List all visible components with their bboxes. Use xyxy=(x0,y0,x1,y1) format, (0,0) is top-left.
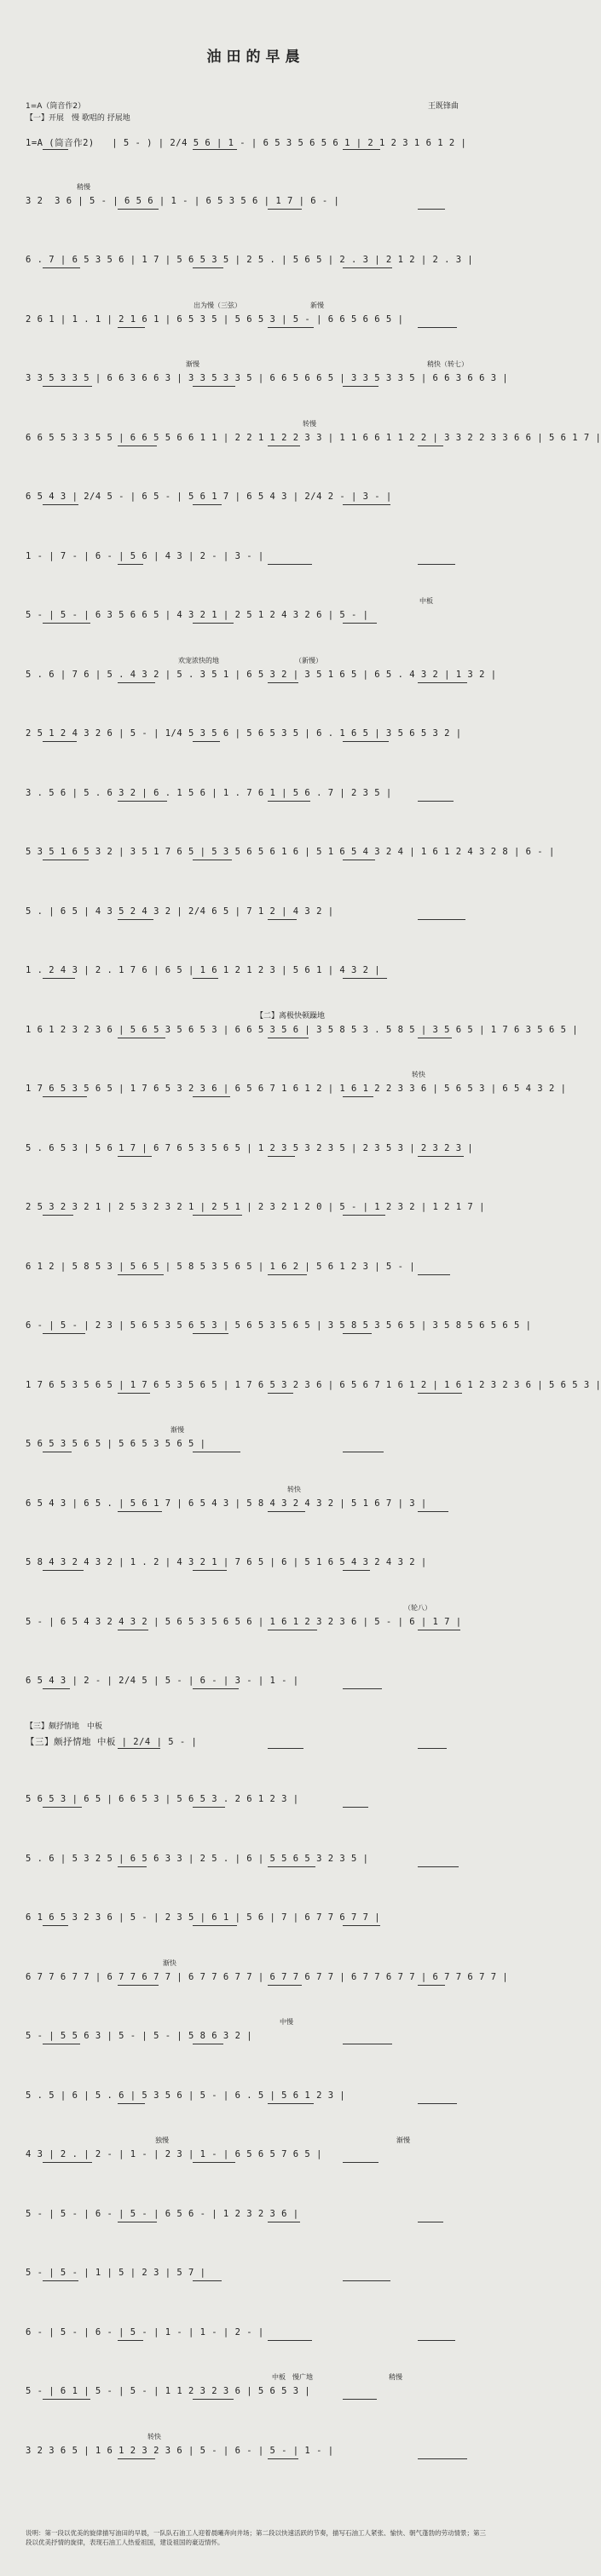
score-row xyxy=(26,1547,490,1581)
score-row xyxy=(26,659,497,693)
notation-line: 5 - | 6 1 | 5 - | 5 - | 1 1 2 3 2 3 6 | 5 6 5 3 | xyxy=(26,2386,311,2396)
score-row xyxy=(26,481,490,515)
tempo-mark: 稍快（转七） xyxy=(427,360,468,368)
beam-line xyxy=(343,2399,377,2400)
beam-line xyxy=(43,149,68,150)
tempo-mark: 新慢 xyxy=(310,301,324,309)
beam-line xyxy=(268,919,297,920)
beam-line xyxy=(343,978,387,979)
notation-line: 5 - | 5 - | 6 - | 5 - | 6 5 6 - | 1 2 3 2 3 6 | xyxy=(26,2208,299,2219)
score-row xyxy=(26,778,490,812)
beam-line xyxy=(193,2280,222,2281)
score-row xyxy=(26,1902,490,1936)
beam-line xyxy=(118,801,167,802)
beam-line xyxy=(118,327,145,328)
beam-line xyxy=(43,1688,70,1689)
beam-line xyxy=(418,2340,455,2341)
beam-line xyxy=(418,1393,462,1394)
beam-line xyxy=(268,801,310,802)
beam-line xyxy=(43,504,78,505)
beam-line xyxy=(343,2280,390,2281)
beam-line xyxy=(43,1215,73,1216)
notation-line: 6 7 7 6 7 7 | 6 7 7 6 7 7 | 6 7 7 6 7 7 | 6 7 7 6 7 7 | 6 7 7 6 7 7 | 6 7 7 6 7 7 | xyxy=(26,1971,509,1982)
beam-line xyxy=(118,919,153,920)
beam-line xyxy=(343,504,390,505)
tempo-mark: （轮八） xyxy=(404,1603,431,1612)
score-row xyxy=(26,1784,490,1818)
notation-line: 6 . 7 | 6 5 3 5 6 | 1 7 | 5 6 5 3 5 | 2 5 . | 5 6 5 | 2 . 3 | 2 1 2 | 2 . 3 | xyxy=(26,255,474,265)
score-row xyxy=(26,363,509,397)
beam-line xyxy=(193,978,218,979)
key-signature: 1=A（筒音作2） xyxy=(26,102,86,111)
beam-line xyxy=(343,149,380,150)
beam-line xyxy=(268,209,302,210)
beam-line xyxy=(418,327,457,328)
beam-line xyxy=(43,2162,92,2163)
notation-line: 3 2 3 6 | 5 - | 6 5 6 | 1 - | 6 5 3 5 6 | 1 7 | 6 - | xyxy=(26,195,340,206)
score-row xyxy=(26,896,490,930)
score-row xyxy=(26,244,490,279)
tempo-mark: 中板 xyxy=(419,597,433,605)
section-2-heading: 【二】离极快顿躁地 xyxy=(256,1011,326,1021)
beam-line xyxy=(118,2103,145,2104)
beam-line xyxy=(268,2340,312,2341)
beam-line xyxy=(43,2280,78,2281)
tempo-mark: 稍慢 xyxy=(77,182,90,191)
tempo-mark: 转慢 xyxy=(303,419,316,428)
score-row xyxy=(26,126,490,160)
tempo-mark: 中慢 xyxy=(280,2018,293,2026)
score-row xyxy=(26,1251,490,1285)
beam-line xyxy=(343,1925,380,1926)
beam-line xyxy=(418,801,454,802)
notation-line: 2 5 3 2 3 2 1 | 2 5 3 2 3 2 1 | 2 5 1 | 2 3 2 1 2 0 | 5 - | 1 2 3 2 | 1 2 1 7 | xyxy=(26,1202,485,1212)
notation-line: 5 . 6 | 7 6 | 5 . 4 3 2 | 5 . 3 5 1 | 6 5 3 2 | 3 5 1 6 5 | 6 5 . 4 3 2 | 1 3 2 | xyxy=(26,669,497,680)
score-row xyxy=(26,304,490,338)
beam-line xyxy=(268,1985,302,1986)
notation-line: 5 . 6 | 5 3 2 5 | 6 5 6 3 3 | 2 5 . | 6 | 5 5 6 5 3 2 3 5 | xyxy=(26,1853,369,1864)
beam-line xyxy=(343,1333,372,1334)
tempo-mark: 渐慢 xyxy=(170,1426,184,1434)
section-1-heading: 【一】开展 慢 歌唱的 抒展地 xyxy=(26,114,130,123)
beam-line xyxy=(43,1333,85,1334)
beam-line xyxy=(268,1393,293,1394)
beam-line xyxy=(343,623,377,624)
beam-line xyxy=(343,2162,379,2163)
beam-line xyxy=(43,623,90,624)
tempo-mark: （新慢） xyxy=(295,656,322,664)
beam-line xyxy=(418,1156,464,1157)
beam-line xyxy=(418,209,445,210)
beam-line xyxy=(193,1807,225,1808)
notation-line: 1 . 2 4 3 | 2 . 1 7 6 | 6 5 | 1 6 1 2 1 2 3 | 5 6 1 | 4 3 2 | xyxy=(26,965,381,975)
score-row xyxy=(26,2376,490,2410)
beam-line xyxy=(43,741,77,742)
score-row xyxy=(26,955,490,989)
beam-line xyxy=(118,1393,150,1394)
tempo-mark: 转快 xyxy=(287,1485,301,1493)
beam-line xyxy=(193,267,223,268)
beam-line xyxy=(43,1807,82,1808)
notation-line: 3 . 5 6 | 5 . 6 3 2 | 6 . 1 5 6 | 1 . 7 6 1 | 5 6 . 7 | 2 3 5 | xyxy=(26,787,392,798)
beam-line xyxy=(118,564,143,565)
beam-line xyxy=(418,1274,450,1275)
beam-line xyxy=(193,1333,228,1334)
score-row xyxy=(26,2139,490,2173)
score-row xyxy=(26,2317,490,2351)
tempo-mark: 独慢 xyxy=(155,2136,169,2144)
score-row xyxy=(26,541,490,575)
score-row xyxy=(26,2080,490,2114)
score-row xyxy=(26,1133,490,1167)
notation-line: 4 3 | 2 . | 2 - | 1 - | 2 3 | 1 - | 6 5 6 5 7 6 5 | xyxy=(26,2149,322,2159)
score-row xyxy=(26,1665,490,1699)
tempo-mark: 渐慢 xyxy=(186,360,199,368)
beam-line xyxy=(418,2103,457,2104)
notation-line: 6 5 4 3 | 2/4 5 - | 6 5 - | 5 6 1 7 | 6 5 4 3 | 2/4 2 - | 3 - | xyxy=(26,492,392,502)
beam-line xyxy=(193,149,237,150)
beam-line xyxy=(418,1985,445,1986)
beam-line xyxy=(118,1274,164,1275)
notation-line: 5 . 5 | 6 | 5 . 6 | 5 3 5 6 | 5 - | 6 . 5 | 5 6 1 2 3 | xyxy=(26,2090,346,2101)
notation-line: 6 5 4 3 | 6 5 . | 5 6 1 7 | 6 5 4 3 | 5 8 4 3 2 4 3 2 | 5 1 6 7 | 3 | xyxy=(26,1498,427,1509)
notation-line: 5 . | 6 5 | 4 3 5 2 4 3 2 | 2/4 6 5 | 7 1 2 | 4 3 2 | xyxy=(26,906,334,917)
notation-line: 1=A (筒音作2) | 5 - ) | 2/4 5 6 | 1 - | 6 5 3 5 6 5 6 1 | 2 1 2 3 1 6 1 2 | xyxy=(26,138,467,148)
notation-line: 6 - | 5 - | 6 - | 5 - | 1 - | 1 - | 2 - | xyxy=(26,2326,264,2337)
beam-line xyxy=(343,386,379,387)
score-row xyxy=(26,2435,490,2470)
beam-line xyxy=(43,386,92,387)
beam-line xyxy=(268,1866,315,1867)
beam-line xyxy=(268,2458,298,2459)
beam-line xyxy=(43,1925,68,1926)
score-row xyxy=(26,1843,490,1877)
beam-line xyxy=(118,1866,147,1867)
tempo-mark: 稍慢 xyxy=(389,2373,402,2381)
beam-line xyxy=(268,1274,307,1275)
score-row xyxy=(26,1488,490,1522)
beam-line xyxy=(418,2458,467,2459)
beam-line xyxy=(118,2458,155,2459)
beam-line xyxy=(193,623,234,624)
beam-line xyxy=(193,741,220,742)
score-row xyxy=(26,1370,601,1404)
score-row xyxy=(26,837,555,871)
beam-line xyxy=(43,2399,90,2400)
beam-line xyxy=(343,267,392,268)
beam-line xyxy=(343,1688,382,1689)
beam-line xyxy=(343,741,389,742)
notation-line: 6 1 6 5 3 2 3 6 | 5 - | 2 3 5 | 6 1 | 5 6 | 7 | 6 7 7 6 7 7 | xyxy=(26,1912,381,1923)
beam-line xyxy=(343,1570,370,1571)
beam-line xyxy=(268,1511,305,1512)
tempo-mark: 中板 慢广地 xyxy=(272,2373,313,2381)
score-footnote: 说明：第一段以优美的旋律描写油田的早晨，一队队石油工人迎着晨曦奔向井场；第二段以快速活跃的节奏，描写石油工人紧张、愉快、朝气蓬勃的劳动情景；第三段以优美抒情的旋律，表现石油工人热爱祖国，建设祖国的豪迈情怀。 xyxy=(26,2529,486,2546)
beam-line xyxy=(118,1511,162,1512)
notation-line: 1 7 6 5 3 5 6 5 | 1 7 6 5 3 2 3 6 | 6 5 6 7 1 6 1 2 | 1 6 1 2 2 3 3 6 | 5 6 5 3 | 6 5 4 3 2 | xyxy=(26,1084,567,1094)
beam-line xyxy=(118,209,159,210)
notation-line: 5 6 5 3 5 6 5 | 5 6 5 3 5 6 5 | xyxy=(26,1439,206,1449)
score-row xyxy=(26,186,490,220)
tempo-mark: 转快 xyxy=(147,2432,161,2441)
beam-line xyxy=(418,1748,447,1749)
beam-line xyxy=(118,1985,159,1986)
beam-line xyxy=(268,682,298,683)
score-row xyxy=(26,2199,490,2233)
beam-line xyxy=(193,1925,237,1926)
beam-line xyxy=(268,2103,314,2104)
notation-line: 1 - | 7 - | 6 - | 5 6 | 4 3 | 2 - | 3 - | xyxy=(26,550,264,561)
section-3-heading: 【三】颇抒情地 中板 xyxy=(26,1722,103,1731)
notation-line: 5 - | 6 5 4 3 2 4 3 2 | 5 6 5 3 5 6 5 6 | 1 6 1 2 3 2 3 6 | 5 - | 6 | 1 7 | xyxy=(26,1616,462,1627)
beam-line xyxy=(343,1096,373,1097)
score-row xyxy=(26,718,490,752)
notation-line: 5 8 4 3 2 4 3 2 | 1 . 2 | 4 3 2 1 | 7 6 5 | 6 | 5 1 6 5 4 3 2 4 3 2 | xyxy=(26,1557,427,1567)
notation-line: 2 6 1 | 1 . 1 | 2 1 6 1 | 6 5 3 5 | 5 6 5 3 | 5 - | 6 6 5 6 6 5 | xyxy=(26,313,404,325)
beam-line xyxy=(268,327,314,328)
notation-line: 5 . 6 5 3 | 5 6 1 7 | 6 7 6 5 3 5 6 5 | 1 2 3 5 3 2 3 5 | 2 3 5 3 | 2 3 2 3 | xyxy=(26,1142,474,1153)
beam-line xyxy=(193,1688,239,1689)
beam-line xyxy=(118,2340,143,2341)
tempo-mark: 出为慢（三弦） xyxy=(194,301,241,309)
beam-line xyxy=(193,2162,235,2163)
score-row xyxy=(26,1429,490,1463)
beam-line xyxy=(193,1215,242,1216)
tempo-mark: 转快 xyxy=(412,1071,425,1078)
beam-line xyxy=(343,1215,385,1216)
notation-line: 6 1 2 | 5 8 5 3 | 5 6 5 | 5 8 5 3 5 6 5 | 1 6 2 | 5 6 1 2 3 | 5 - | xyxy=(26,1261,416,1272)
notation-line: 6 - | 5 - | 2 3 | 5 6 5 3 5 6 5 3 | 5 6 5 3 5 6 5 | 3 5 8 5 3 5 6 5 | 3 5 8 5 6 5 6 5 | xyxy=(26,1320,532,1331)
beam-line xyxy=(193,1570,227,1571)
score-title: 油田的早晨 xyxy=(206,49,305,66)
beam-line xyxy=(193,1096,230,1097)
score-row xyxy=(26,1192,490,1226)
notation-line: 6 6 5 5 3 3 5 5 | 6 6 5 5 6 6 1 1 | 2 2 1 1 2 2 3 3 | 1 1 6 6 1 1 2 2 | 3 3 2 2 3 3 6 6 | 5 6 1 7 | xyxy=(26,432,601,443)
score-row xyxy=(26,423,601,457)
notation-line: 5 - | 5 - | 6 3 5 6 6 5 | 4 3 2 1 | 2 5 1 2 4 3 2 6 | 5 - | xyxy=(26,610,369,620)
score-row xyxy=(26,2257,490,2291)
beam-line xyxy=(343,1807,368,1808)
score-row xyxy=(26,1310,532,1344)
notation-line: 3 2 3 6 5 | 1 6 1 2 3 2 3 6 | 5 - | 6 - | 5 - | 1 - | xyxy=(26,2445,334,2456)
score-row xyxy=(26,2021,490,2055)
beam-line xyxy=(418,919,465,920)
beam-line xyxy=(43,978,75,979)
notation-line: 5 - | 5 - | 1 | 5 | 2 3 | 5 7 | xyxy=(26,2268,206,2278)
beam-line xyxy=(193,386,235,387)
tempo-mark: 渐快 xyxy=(163,1958,176,1967)
beam-line xyxy=(268,564,312,565)
composer-credit: 王既锋曲 xyxy=(427,102,459,111)
notation-line: 3 3 5 3 3 5 | 6 6 3 6 6 3 | 3 3 5 3 3 5 | 6 6 5 6 6 5 | 3 3 5 3 3 5 | 6 6 3 6 6 3 | xyxy=(26,373,509,383)
beam-line xyxy=(418,1866,459,1867)
beam-line xyxy=(418,682,467,683)
notation-line: 6 5 4 3 | 2 - | 2/4 5 | 5 - | 6 - | 3 - | 1 - | xyxy=(26,1676,299,1686)
beam-line xyxy=(193,2399,234,2400)
notation-line: 5 - | 5 5 6 3 | 5 - | 5 - | 5 8 6 3 2 | xyxy=(26,2031,253,2041)
beam-line xyxy=(43,267,80,268)
tempo-mark: 欢宠浓快的地 xyxy=(178,656,219,664)
beam-line xyxy=(118,1748,160,1749)
beam-line xyxy=(268,1748,303,1749)
beam-line xyxy=(193,504,222,505)
beam-line xyxy=(418,1511,448,1512)
beam-line xyxy=(268,1156,295,1157)
notation-line: 【三】颇抒情地 中板 | 2/4 | 5 - | xyxy=(26,1736,198,1747)
beam-line xyxy=(43,1096,87,1097)
beam-line xyxy=(118,682,155,683)
beam-line xyxy=(43,1570,84,1571)
notation-line: 1 7 6 5 3 5 6 5 | 1 7 6 5 3 5 6 5 | 1 7 6 5 3 2 3 6 | 6 5 6 7 1 6 1 2 | 1 6 1 2 3 2 3 6 | 5 6 5 3 | xyxy=(26,1379,601,1390)
notation-line: 5 6 5 3 | 6 5 | 6 6 5 3 | 5 6 5 3 . 2 6 1 2 3 | xyxy=(26,1794,299,1804)
notation-line: 2 5 1 2 4 3 2 6 | 5 - | 1/4 5 3 5 6 | 5 6 5 3 5 | 6 . 1 6 5 | 3 5 6 5 3 2 | xyxy=(26,728,462,739)
notation-line: 1 6 1 2 3 2 3 6 | 5 6 5 3 5 6 5 3 | 6 6 5 3 5 6 | 3 5 8 5 3 . 5 8 5 | 3 5 6 5 | 1 7 6 3 5 6 5 | xyxy=(26,1024,579,1035)
score-row xyxy=(26,1962,509,1996)
beam-line xyxy=(418,564,455,565)
beam-line xyxy=(118,1156,152,1157)
tempo-mark: 渐慢 xyxy=(396,2136,410,2144)
notation-line: 5 3 5 1 6 5 3 2 | 3 5 1 7 6 5 | 5 3 5 6 5 6 1 6 | 5 1 6 5 4 3 2 4 | 1 6 1 2 4 3 2 8 | 6 - | xyxy=(26,847,555,857)
